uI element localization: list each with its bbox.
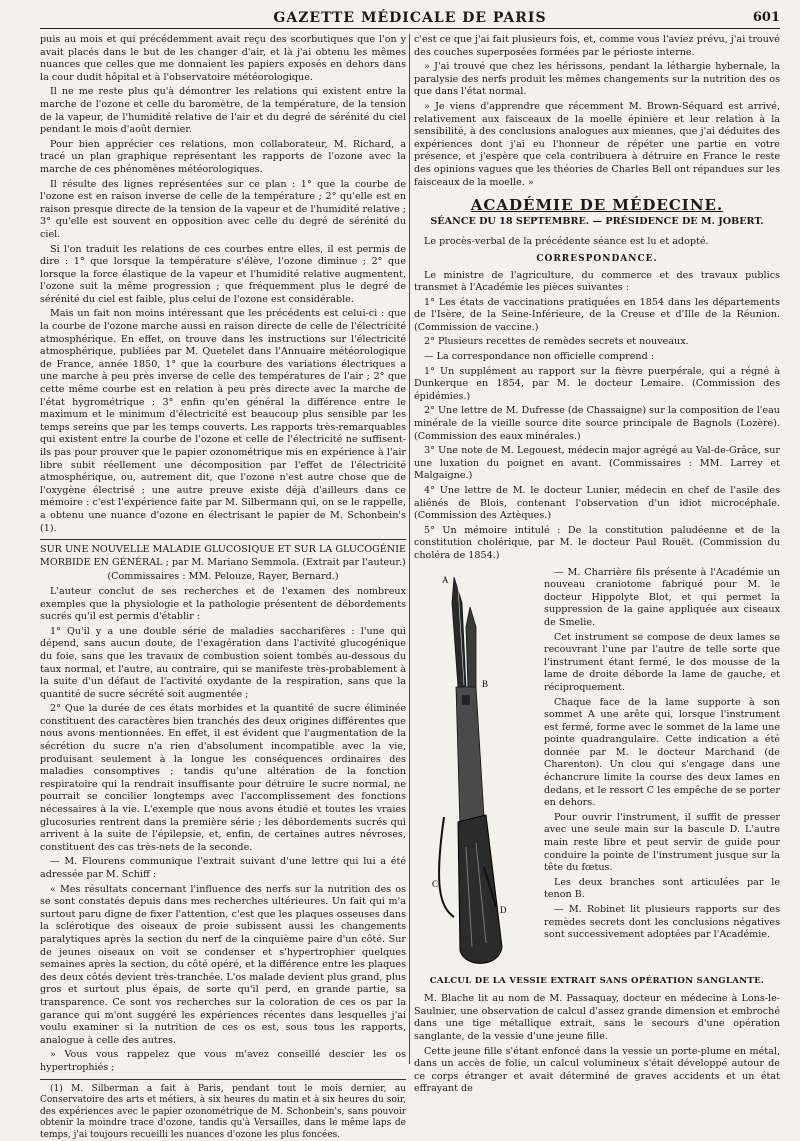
paragraph: — M. Flourens communique l'extrait suivant d'une lettre qui lui a été adressée par M. Schiff : (40, 856, 406, 881)
paragraph: 1° Les états de vaccinations pratiquées en 1854 dans les départements de l'Isère, de la Seine-Inférieure, de la Creuse et d'Ille de la Réunion. (Commission de vaccine.) (414, 297, 780, 335)
paragraph: Mais un fait non moins intéressant que les précédents est celui-ci : que la courbe de l'ozone marche aussi en raison directe de celle de l'électricité atmosphérique. En effet, on trouve dans les instructions sur l'électricité atmosphérique, publiées par M. Quetelet dans l'Annuaire météorologique de France, année 1850, 1° que la courbure des variations électriques a une marche à peu près inverse de celle des températures de l'air ; 2° que cette même courbe est en relation à peu près directe avec la marche de l'état hygrométrique ; 3° enfin qu'en général la différence entre le maximum et le minimum d'électricité est beaucoup plus sensible par les temps sereins que par les temps couverts. Les rapports très-remarquables qui existent entre la courbe de l'ozone et celle de l'électricité ne suffisent-ils pas pour prouver que le papier ozonométrique mis en expérience à l'air libre subit réellement une décomposition par l'effet de l'électricité atmosphérique, ou, autrement dit, que l'ozone n'est autre chose que de l'oxygène électrisé ; une autre preuve existe déjà d'ailleurs dans ce mémoire : c'est l'expérience faite par M. Silbermann qui, on se le rappelle, a obtenu une nuance d'ozone en électrisant le papier de M. Schonbein's (1). (40, 308, 406, 535)
paragraph: Les deux branches sont articulées par le tenon B. (544, 877, 780, 902)
footnote: (1) M. Silberman a fait à Paris, pendant tout le mois dernier, au Conservatoire des arts et métiers, à six heures du matin et à six heures du soir, des expériences avec le papier ozonométrique de M. Schonbein's, sans pouvoir obtenir la moindre trace d'ozone, tandis qu'à Versailles, dans le même laps de temps, j'ai toujours recueilli les nuances d'ozone les plus foncées. (40, 1084, 406, 1141)
paragraph: Pour bien apprécier ces relations, mon collaborateur, M. Richard, a tracé un plan graphique représentant les rapports de l'ozone avec la marche de ces phénomènes météorologiques. (40, 139, 406, 177)
paragraph: Chaque face de la lame supporte à son sommet A une arête qui, lorsque l'instrument est fermé, forme avec le sommet de la lame une pointe quadrangulaire. Cette indication a été donnée par M. le docteur Marchand (de Charenton). Un clou qui s'engage dans une échancrure limite la course des deux lames en dedans, et le ressort C les empêche de se porter en dehors. (544, 697, 780, 810)
page-number: 601 (753, 10, 780, 25)
paragraph: — M. Robinet lit plusieurs rapports sur des remèdes secrets dont les conclusions négatives sont successivement adoptées par l'Académie. (544, 904, 780, 942)
paragraph: 2° Plusieurs recettes de remèdes secrets et nouveaux. (414, 336, 780, 349)
paragraph: — M. Charrière fils présente à l'Académie un nouveau craniotome fabriqué pour M. le docteur Hippolyte Blot, et qui permet la suppression de la gaine appliquée aux ciseaux de Smelie. (544, 567, 780, 630)
figure-label-d: D (500, 905, 507, 915)
paragraph: Cet instrument se compose de deux lames se recouvrant l'une par l'autre de telle sorte que l'instrument étant fermé, le dos mousse de la lame de droite déborde la lame de gauche, et réciproquement. (544, 632, 780, 695)
paragraph: M. Blache lit au nom de M. Passaquay, docteur en médecine à Lons-le-Saulnier, une observation de calcul d'assez grande dimension et embroché dans une tige métallique extrait, sans le secours d'une opération sanglante, de la vessie d'une jeune fille. (414, 993, 780, 1043)
paragraph: » Vous vous rappelez que vous m'avez conseillé descier les os hypertrophiés ; (40, 1049, 406, 1074)
paragraph: — La correspondance non officielle comprend : (414, 351, 780, 364)
paragraph: 2° Que la durée de ces états morbides et la quantité de sucre éliminée constituent des caractères bien tranchés des deux origines différentes que nous avons mentionnées. En effet, il est évident que l'augmentation de la sécrétion du sucre n'a rien d'absolument incompatible avec la vie, produisant seulement à la longue les conséquences ordinaires des maladies consomptives ; tandis qu'une altération de la fonction respiratoire qui la rendrait insuffisante pour détruire le sucre normal, ne pourrait se concilier longtemps avec l'accomplissement des fonctions nécessaires à la vie. L'exemple que nous avons étudié et toutes les vraies glucosuries rentrent dans la première série ; les débordements sucrés qui arrivent à la suite de l'épilepsie, et, enfin, de certaines autres névroses, constituent des cas très-nets de la seconde. (40, 703, 406, 854)
paragraph: 1° Qu'il y a une double série de maladies saccharifères : l'une qui dépend, sans aucun doute, de l'exagération dans l'activité glucogénique du foie, sans que les travaux de combustion soient tombés au-dessous du taux normal, et l'autre, au contraire, qui se manifeste très-probablement à la suite d'un défaut de l'activité oxydante de la respiration, sans que la quantité de sucre sécrété soit augmentée ; (40, 626, 406, 702)
paragraph: Le procès-verbal de la précédente séance est lu et adopté. (414, 236, 780, 249)
paragraph: » Je viens d'apprendre que récemment M. Brown-Séquard est arrivé, relativement aux faisceaux de la moelle épinière et leur relation à la sensibilité, à des conclusions analogues aux miennes, que j'ai déduites des expériences dont j'ai eu l'honneur de répéter une partie en votre présence, et j'espère que cela contribuera à détruire en France le reste des opinions vagues que les théories de Charles Bell ont répandues sur les faisceaux de la moelle. » (414, 101, 780, 189)
article-heading: SUR UNE NOUVELLE MALADIE GLUCOSIQUE ET SUR LA GLUCOGÉNIE MORBIDE EN GÉNÉRAL ; par M. Mariano Semmola. (Extrait par l'auteur.) (40, 544, 406, 569)
figure-label-b: B (482, 679, 488, 689)
journal-title: GAZETTE MÉDICALE DE PARIS (273, 10, 546, 28)
section-title: ACADÉMIE DE MÉDECINE. (414, 199, 780, 212)
paragraph: c'est ce que j'ai fait plusieurs fois, et, comme vous l'aviez prévu, j'ai trouvé des couches superposées formées par le périoste interne. (414, 34, 780, 59)
column-divider (409, 34, 410, 1064)
right-column (414, 34, 780, 1064)
figure-label-c: C (432, 879, 438, 889)
section-rule (40, 539, 406, 540)
footnote-rule (40, 1079, 406, 1080)
figure-side-text (544, 567, 780, 971)
paragraph: « Mes résultats concernant l'influence des nerfs sur la nutrition des os se sont constatés depuis dans mes recherches ultérieures. Un fait qui m'a surtout paru digne de fixer l'attention, c'est que les plaques osseuses dans la sclérotique des oiseaux de proie subissent aussi les changements paralytiques après la section du nerf de la cinquième paire d'un côté. Sur de jeunes oiseaux on voit se condenser et s'hypertrophier quelques semaines après la section, du côté opéré, et la différence entre les plaques des deux côtés devient très-tranchée. L'os malade devient plus grand, plus gros et surtout plus épais, de sorte qu'il perd, en grande partie, sa transparence. Ce sont vos recherches sur la coloration de ces os par la garance qui m'ont suggéré les expériences récentes dans lesquelles j'ai voulu examiner si la nutrition de ces os est, sous tous les rapports, analogue à celle des autres. (40, 884, 406, 1048)
craniotome-illustration (414, 567, 538, 971)
paragraph: Le ministre de l'agriculture, du commerce et des travaux publics transmet à l'Académie les pièces suivantes : (414, 270, 780, 295)
paragraph: » J'ai trouvé que chez les hérissons, pendant la léthargie hybernale, la paralysie des nerfs produit les mêmes changements sur la nutrition des os que dans l'état normal. (414, 61, 780, 99)
page-header (40, 6, 780, 29)
commission-line: (Commissaires : MM. Pelouze, Rayer, Bernard.) (40, 571, 406, 584)
paragraph: Il ne me reste plus qu'à démontrer les relations qui existent entre la marche de l'ozone et celle du baromètre, de la température, de la tension de la vapeur, de l'humidité relative de l'air et du degré de sérénité du ciel pendant le mois d'août dernier. (40, 86, 406, 136)
left-column (40, 34, 406, 1064)
paragraph: Il résulte des lignes représentées sur ce plan : 1° que la courbe de l'ozone est en raison inverse de celle de la température ; 2° qu'elle est en raison presque directe de la tension de la vapeur et de l'humidité relative ; 3° qu'elle est souvent en opposition avec celle du degré de sérénité du ciel. (40, 179, 406, 242)
paragraph: L'auteur conclut de ses recherches et de l'examen des nombreux exemples que la physiologie et la pathologie présentent de débordements sucrés qu'il est permis d'établir : (40, 586, 406, 624)
paragraph: 4° Une lettre de M. le docteur Lunier, médecin en chef de l'asile des aliénés de Blois, contenant l'observation d'un idiot microcéphale. (Commission des Aztèques.) (414, 485, 780, 523)
paragraph: Pour ouvrir l'instrument, il suffit de presser avec une seule main sur la bascule D. L'autre main reste libre et peut servir de guide pour conduire la pointe de l'instrument jusque sur la tête du fœtus. (544, 812, 780, 875)
paragraph: Si l'on traduit les relations de ces courbes entre elles, il est permis de dire : 1° que lorsque la température s'élève, l'ozone diminue ; 2° que lorsque la force élastique de la vapeur et l'humidité relative augmentent, l'ozone suit la même progression ; que fréquemment plus le degré de sérénité du ciel est faible, plus celui de l'ozone est considérable. (40, 244, 406, 307)
figure-label-a: A (442, 575, 449, 585)
subsection-title: CORRESPONDANCE. (414, 253, 780, 266)
craniotome-drawing (414, 567, 538, 971)
figure-block (414, 567, 780, 971)
paragraph: 5° Un mémoire intitulé : De la constitution paludéenne et de la constitution cholérique, par M. le docteur Paul Rouët. (Commission du choléra de 1854.) (414, 525, 780, 563)
figure-caption: CALCUL DE LA VESSIE EXTRAIT SANS OPÉRATION SANGLANTE. (414, 975, 780, 988)
paragraph: 1° Un supplément au rapport sur la fièvre puerpérale, qui a régné à Dunkerque en 1854, par M. le docteur Lemaire. (Commission des épidémies.) (414, 366, 780, 404)
session-line: SÉANCE DU 18 SEPTEMBRE. — PRÉSIDENCE DE M. JOBERT. (414, 216, 780, 229)
paragraph: 3° Une note de M. Legouest, médecin major agrégé au Val-de-Grâce, sur une luxation du poignet en avant. (Commissaires : MM. Larrey et Malgaigne.) (414, 445, 780, 483)
paragraph: puis au mois et qui précédemment avait reçu des scorbutiques que l'on y avait placés dans le but de les changer d'air, et là j'ai obtenu les mêmes nuances que celles que me donnaient les papiers exposés en dehors dans la cour dudit hôpital et à l'observatoire météorologique. (40, 34, 406, 84)
paragraph: Cette jeune fille s'étant enfoncé dans la vessie un porte-plume en métal, dans un accès de folie, un calcul volumineux s'était développé autour de ce corps étranger et avait déterminé de graves accidents et un état effrayant de (414, 1046, 780, 1096)
paragraph: 2° Une lettre de M. Dufresse (de Chassaigne) sur la composition de l'eau minérale de la vieille source dite source principale de Bagnols (Lozère). (Commission des eaux minérales.) (414, 405, 780, 443)
